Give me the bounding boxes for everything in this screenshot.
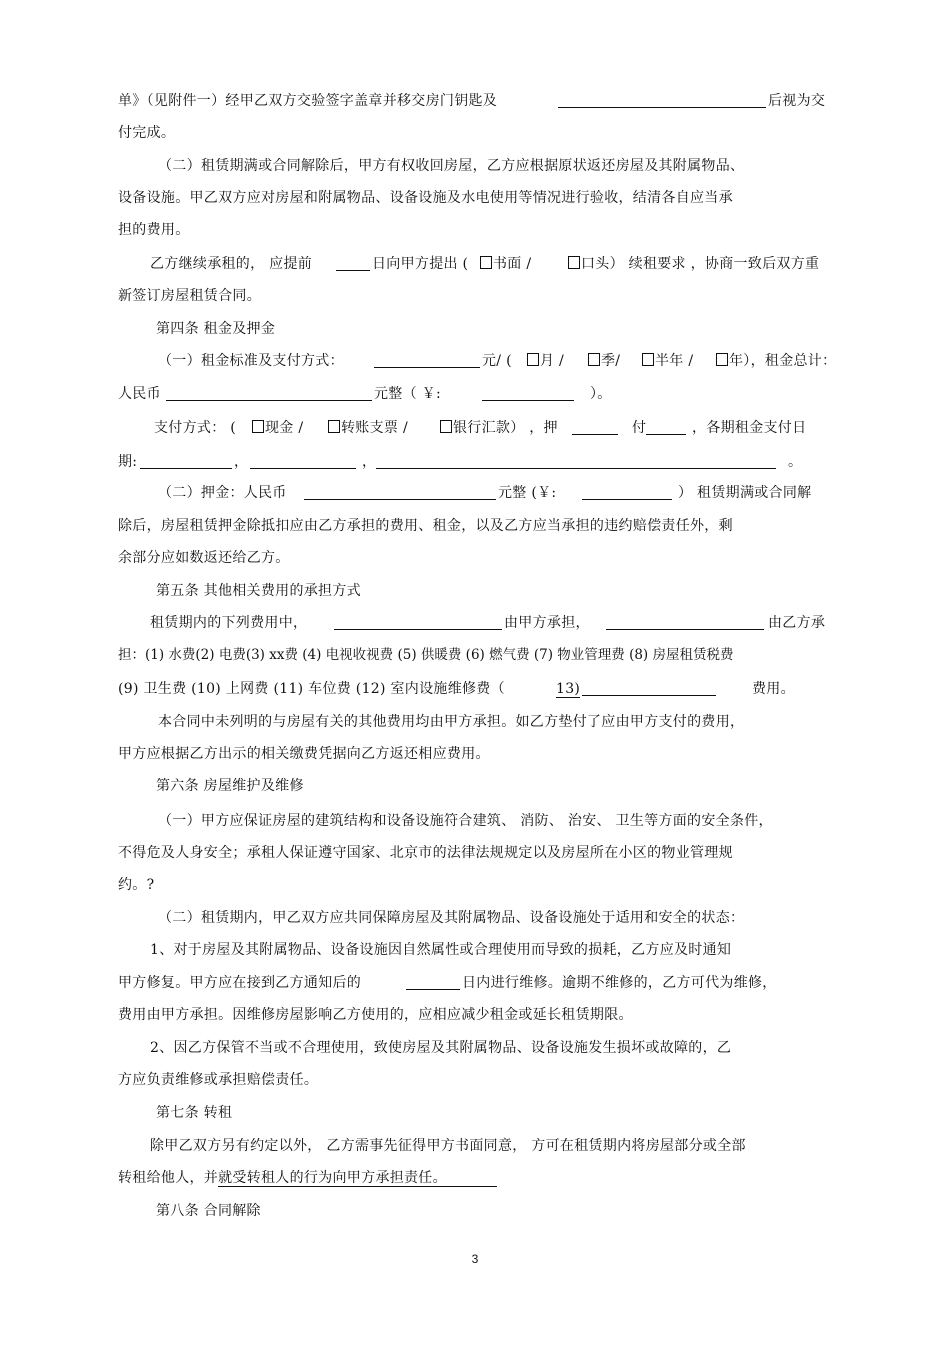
text-line: 年），租金总计： — [716, 352, 836, 370]
text-line: 费用。 — [752, 681, 795, 697]
text-line: （二）租赁期满或合同解除后，甲方有权收回房屋，乙方应根据原状返还房屋及其附属物品、 — [158, 158, 745, 174]
checkbox[interactable] — [588, 353, 600, 366]
text-line: （一）甲方应保证房屋的建筑结构和设备设施符合建筑、 消防、 治安、 卫生等方面的安全条件， — [158, 813, 773, 829]
text-line: ） 租赁期满或合同解 — [678, 485, 812, 501]
text-line: 乙方继续承租的， 应提前 — [150, 256, 313, 272]
text-line: ， — [234, 454, 249, 470]
text-line: 担：(1) 水费(2) 电费(3) xx费 (4) 电视收视费 (5) 供暖费 (6) 燃气费 (7) 物业管理费 (8) 房屋租赁税费 — [118, 647, 734, 663]
text-line: 银行汇款） ，押 — [440, 419, 558, 437]
text-line: 后视为交 — [768, 93, 826, 109]
checkbox[interactable] — [642, 353, 654, 366]
text-line: ）。 — [590, 386, 612, 402]
text-line: 口头） 续租要求 ，协商一致后双方重 — [568, 255, 819, 273]
checkbox[interactable] — [440, 420, 452, 433]
text-line: 本合同中未列明的与房屋有关的其他费用均由甲方承担。如乙方垫付了应由甲方支付的费用， — [158, 714, 745, 730]
blank-field[interactable] — [336, 255, 370, 271]
text-line: 约。? — [118, 877, 155, 893]
section-heading: 第四条 租金及押金 — [156, 321, 276, 337]
text-line: （二）租赁期内，甲乙双方应共同保障房屋及其附属物品、设备设施处于适用和安全的状态： — [158, 910, 745, 926]
text-line: 日向甲方提出 ( — [372, 256, 469, 272]
text-line: 日内进行维修。逾期不维修的，乙方可代为维修， — [462, 975, 777, 991]
text-line: 付完成。 — [118, 125, 176, 141]
blank-field[interactable] — [646, 419, 686, 435]
text-line: 甲方修复。甲方应在接到乙方通知后的 — [118, 975, 362, 991]
text-line: 除后，房屋租赁押金除抵扣应由乙方承担的费用、租金，以及乙方应当承担的违约赔偿责任外，剩 — [118, 518, 733, 534]
text-line: 费用由甲方承担。因维修房屋影响乙方使用的，应相应减少租金或延长租赁期限。 — [118, 1007, 633, 1023]
text-line: 书面 / — [480, 255, 531, 273]
checkbox[interactable] — [527, 353, 539, 366]
text-line: 季/ — [588, 352, 620, 370]
text-line: 租赁期内的下列费用中， — [150, 615, 308, 631]
text-line: 转账支票 / — [328, 419, 408, 437]
text-line: 13) — [556, 681, 581, 697]
text-line: 由甲方承担， — [504, 615, 590, 631]
text-line: 甲方应根据乙方出示的相关缴费凭据向乙方返还相应费用。 — [118, 746, 490, 762]
text-line: 支付方式： ( — [154, 420, 237, 436]
text-line: 月 / — [527, 352, 564, 370]
text-line: 期: — [118, 454, 138, 470]
blank-field[interactable] — [582, 484, 672, 500]
text-line: 新签订房屋租赁合同。 — [118, 288, 261, 304]
blank-field[interactable] — [250, 453, 356, 469]
text-line: 半年 / — [642, 352, 693, 370]
text-line: 担的费用。 — [118, 222, 190, 238]
section-heading: 第七条 转租 — [156, 1105, 233, 1121]
blank-field[interactable] — [334, 614, 502, 630]
blank-field[interactable] — [166, 385, 372, 401]
text-line: 由乙方承 — [768, 615, 826, 631]
text-line: ，各期租金支付日 — [692, 420, 807, 436]
blank-field[interactable] — [406, 974, 460, 990]
text-line: (9) 卫生费 (10) 上网费 (11) 车位费 (12) 室内设施维修费（ — [118, 681, 505, 697]
text-line: （一）租金标准及支付方式： — [158, 353, 344, 369]
checkbox[interactable] — [328, 420, 340, 433]
checkbox[interactable] — [480, 256, 492, 269]
blank-field[interactable] — [140, 453, 232, 469]
text-line: 设备设施。甲乙双方应对房屋和附属物品、设备设施及水电使用等情况进行验收，结清各自应当承 — [118, 190, 733, 206]
section-heading: 第五条 其他相关费用的承担方式 — [156, 583, 361, 599]
blank-field[interactable] — [374, 352, 480, 368]
blank-field[interactable] — [606, 614, 764, 630]
blank-field[interactable] — [482, 385, 574, 401]
text-line: 单》（见附件一）经甲乙双方交验签字盖章并移交房门钥匙及 — [118, 93, 498, 109]
section-heading: 第八条 合同解除 — [156, 1203, 261, 1219]
page-number: 3 — [471, 1252, 479, 1266]
text-line: 不得危及人身安全；承租人保证遵守国家、北京市的法律法规规定以及房屋所在小区的物业管理规 — [118, 845, 733, 861]
text-line: （二）押金：人民币 — [158, 485, 287, 501]
blank-field[interactable] — [572, 419, 618, 435]
text-line: 元整（ ￥: — [374, 386, 441, 402]
text-line: 元整 (￥: — [498, 485, 557, 501]
section-heading: 第六条 房屋维护及维修 — [156, 778, 304, 794]
text-line: 除甲乙双方另有约定以外， 乙方需事先征得甲方书面同意， 方可在租赁期内将房屋部分或全部 — [150, 1138, 746, 1154]
text-line: 余部分应如数返还给乙方。 — [118, 550, 290, 566]
checkbox[interactable] — [716, 353, 728, 366]
text-line: 2、因乙方保管不当或不合理使用，致使房屋及其附属物品、设备设施发生损坏或故障的，乙 — [150, 1040, 732, 1056]
blank-field[interactable] — [582, 680, 716, 696]
blank-field[interactable] — [558, 92, 766, 108]
checkbox[interactable] — [252, 420, 264, 433]
checkbox[interactable] — [568, 256, 580, 269]
blank-field[interactable] — [304, 484, 496, 500]
text-line: 转租给他人，并就受转租人的行为向甲方承担责任。 — [118, 1169, 497, 1187]
text-line: 人民币 — [118, 386, 161, 402]
text-line: 1、对于房屋及其附属物品、设备设施因自然属性或合理使用而导致的损耗，乙方应及时通知 — [150, 942, 732, 958]
text-line: 。 — [788, 454, 803, 470]
text-line: 付 — [632, 420, 647, 436]
text-line: ， — [362, 454, 377, 470]
text-line: 方应负责维修或承担赔偿责任。 — [118, 1072, 319, 1088]
text-line: 现金 / — [252, 419, 303, 437]
text-line: 元/ ( — [482, 353, 512, 369]
blank-field[interactable] — [376, 453, 776, 469]
